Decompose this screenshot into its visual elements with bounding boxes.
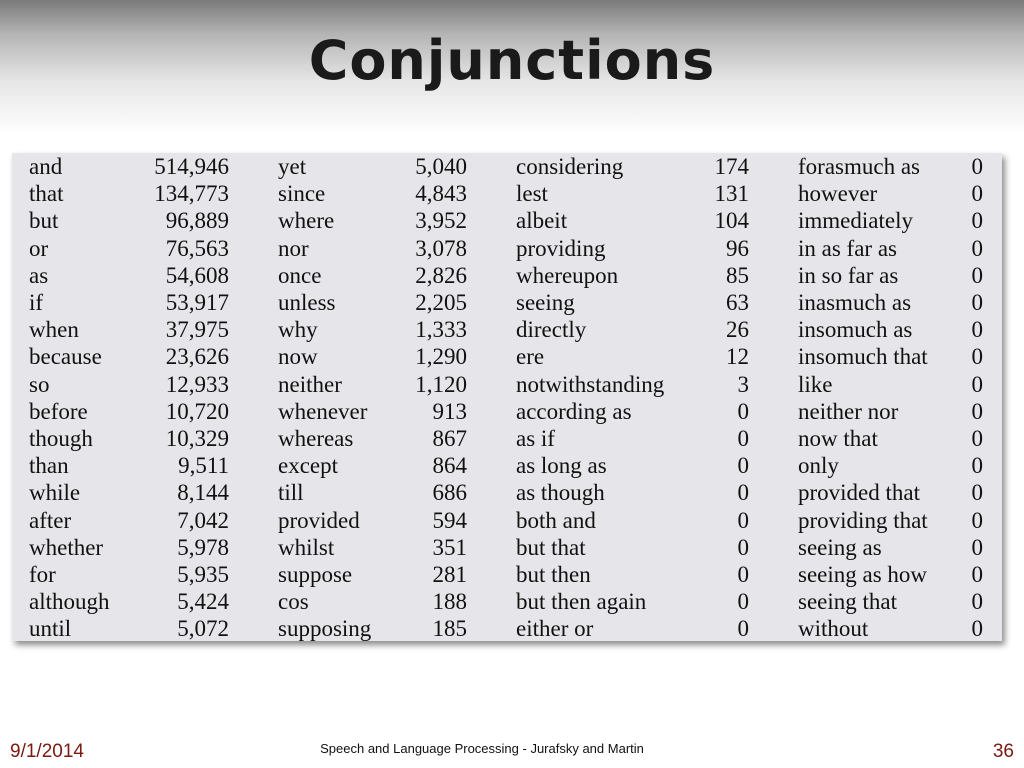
conjunction-word: inasmuch as [798,290,912,315]
conjunction-count: 1,120 [415,371,467,397]
conjunction-word: or [29,235,49,261]
conjunction-word: without [798,616,869,642]
table-row [278,588,467,615]
conjunction-count: 7,042 [177,507,229,533]
conjunction-word: lest [516,181,548,207]
conjunction-word: as if [516,426,555,451]
table-row [29,615,229,642]
conjunction-count: 913 [432,398,467,424]
conjunction-word: if [29,290,44,315]
table-row [29,479,229,506]
conjunction-word: only [798,453,839,479]
conjunction-word: both and [516,507,596,533]
conjunction-word: insomuch as [798,317,913,343]
conjunction-word: insomuch that [798,344,928,370]
conjunction-count: 686 [432,480,467,506]
conjunction-count: 9,511 [178,453,229,479]
conjunction-count: 0 [971,344,983,370]
conjunction-count: 5,978 [177,534,229,560]
page-number: 36 [992,741,1014,762]
conjunction-count: 23,626 [165,344,229,370]
conjunction-count: 0 [971,534,983,560]
conjunction-count: 0 [971,589,983,615]
conjunction-word: however [798,181,878,207]
table-row [798,615,983,642]
table-row [29,316,229,343]
conjunction-count: 0 [971,371,983,397]
conjunction-word: considering [516,154,624,179]
table-row [278,425,467,452]
conjunction-count: 2,205 [415,290,467,315]
conjunction-count: 0 [971,562,983,587]
conjunction-count: 864 [432,453,467,479]
conjunction-word: nor [278,235,309,261]
conjunction-word: while [29,480,81,506]
table-row [516,207,749,234]
table-row [29,425,229,452]
conjunction-word: directly [516,317,587,343]
table-row [516,180,749,207]
conjunction-count: 0 [971,262,983,288]
conjunction-word: neither [278,371,342,397]
table-row [516,343,749,370]
conjunction-count: 96 [726,235,749,261]
table-row [29,588,229,615]
table-row [516,235,749,262]
conjunction-word: whereupon [516,262,619,288]
conjunction-word: as [29,262,49,288]
conjunction-word: suppose [278,562,353,587]
table-row [278,343,467,370]
conjunction-count: 351 [432,534,467,560]
conjunction-word: now that [798,426,878,451]
conjunction-count: 96,889 [165,208,229,234]
table-row [29,371,229,398]
conjunction-word: but that [516,534,586,560]
conjunction-count: 0 [971,208,983,234]
conjunction-count: 594 [432,507,467,533]
conjunction-word: when [29,317,79,343]
table-row [278,180,467,207]
table-row [278,153,467,180]
table-row [798,316,983,343]
conjunction-word: either or [516,616,594,642]
conjunction-count: 174 [714,154,749,179]
conjunction-word: as though [516,480,605,506]
table-row [29,561,229,588]
conjunction-word: ere [516,344,545,370]
table-row [29,235,229,262]
conjunction-count: 12 [726,344,749,370]
conjunction-word: after [29,507,72,533]
conjunction-count: 10,329 [165,426,229,451]
conjunction-word: according as [516,398,632,424]
conjunction-count: 0 [971,290,983,315]
table-row [798,588,983,615]
table-row [516,289,749,316]
table-row [798,207,983,234]
table-row [29,207,229,234]
conjunction-word: seeing [516,290,575,315]
table-row [278,235,467,262]
table-row [278,615,467,642]
conjunction-word: providing that [798,507,928,533]
table-row [29,507,229,534]
conjunction-count: 0 [737,426,749,451]
table-row [278,289,467,316]
conjunction-count: 26 [726,317,749,343]
conjunction-count: 3 [737,371,749,397]
conjunction-count: 3,952 [415,208,467,234]
table-row [798,425,983,452]
table-row [798,398,983,425]
conjunction-count: 63 [726,290,749,315]
conjunction-word: whether [29,534,104,560]
conjunction-count: 0 [971,480,983,506]
conjunction-count: 0 [971,154,983,179]
conjunction-count: 185 [432,616,467,642]
conjunction-word: why [278,317,318,343]
conjunction-count: 5,935 [177,562,229,587]
table-row [278,316,467,343]
table-row [798,180,983,207]
table-row [278,452,467,479]
conjunction-count: 0 [971,453,983,479]
conjunction-count: 0 [737,562,749,587]
conjunction-word: seeing that [798,589,897,615]
conjunction-count: 0 [737,507,749,533]
conjunction-count: 54,608 [165,262,229,288]
conjunction-count: 134,773 [154,181,229,207]
conjunction-word: but [29,208,59,234]
table-row [516,316,749,343]
conjunction-count: 0 [971,398,983,424]
table-row [29,289,229,316]
conjunction-word: in as far as [798,235,897,261]
table-row [29,180,229,207]
conjunction-count: 0 [737,398,749,424]
conjunction-count: 3,078 [415,235,467,261]
table-row [798,262,983,289]
conjunction-count: 131 [714,181,749,207]
conjunction-count: 8,144 [177,480,229,506]
table-row [516,615,749,642]
table-row [798,479,983,506]
conjunction-count: 5,424 [177,589,229,615]
conjunction-word: provided [278,507,360,533]
table-row [278,371,467,398]
table-row [798,289,983,316]
conjunction-word: as long as [516,453,607,479]
conjunction-word: albeit [516,208,568,234]
table-row [29,452,229,479]
table-row [798,561,983,588]
table-row [278,398,467,425]
conjunction-word: for [29,562,56,587]
table-row [516,371,749,398]
conjunction-word: cos [278,589,309,615]
conjunction-count: 85 [726,262,749,288]
table-row [278,207,467,234]
conjunction-word: whereas [278,426,354,451]
table-row [798,343,983,370]
conjunction-word: yet [278,154,307,179]
conjunction-word: but then [516,562,591,587]
conjunction-word: whenever [278,398,368,424]
table-row [516,479,749,506]
table-row [516,398,749,425]
conjunction-word: that [29,181,64,207]
conjunction-word: before [29,398,88,424]
conjunction-word: seeing as how [798,562,928,587]
conjunction-count: 76,563 [165,235,229,261]
table-row [798,534,983,561]
table-row [29,153,229,180]
table-row [29,262,229,289]
conjunction-word: where [278,208,335,234]
conjunction-count: 0 [737,534,749,560]
conjunction-count: 104 [714,208,749,234]
table-row [278,561,467,588]
conjunction-count: 0 [737,453,749,479]
conjunction-word: notwithstanding [516,371,665,397]
conjunction-word: unless [278,290,336,315]
conjunction-count: 0 [737,616,749,642]
conjunction-count: 1,290 [415,344,467,370]
conjunction-word: forasmuch as [798,154,920,179]
conjunction-word: but then again [516,589,647,615]
table-row [29,343,229,370]
table-row [278,262,467,289]
conjunction-count: 281 [432,562,467,587]
conjunction-word: than [29,453,69,479]
table-row [516,262,749,289]
table-row [516,561,749,588]
conjunction-word: neither nor [798,398,899,424]
conjunctions-table [12,153,1002,641]
conjunction-word: whilst [278,534,335,560]
conjunction-word: like [798,371,833,397]
table-row [798,153,983,180]
conjunction-count: 867 [432,426,467,451]
conjunction-word: because [29,344,102,370]
slide-title: Conjunctions [308,29,716,92]
conjunction-word: so [29,371,50,397]
conjunction-word: supposing [278,616,372,642]
table-row [278,534,467,561]
table-row [278,479,467,506]
conjunction-count: 0 [737,589,749,615]
table-row [516,153,749,180]
conjunction-word: until [29,616,72,642]
conjunction-word: providing [516,235,606,261]
conjunction-count: 188 [432,589,467,615]
table-row [278,507,467,534]
conjunction-word: immediately [798,208,913,234]
conjunction-count: 0 [971,426,983,451]
table-row [516,588,749,615]
footer-credit: Speech and Language Processing - Jurafsky and Martin [320,741,644,756]
table-row [29,534,229,561]
conjunction-count: 0 [971,235,983,261]
conjunction-count: 53,917 [165,290,229,315]
conjunction-count: 0 [971,616,983,642]
conjunction-count: 514,946 [154,154,229,179]
conjunction-count: 4,843 [415,181,467,207]
conjunction-word: now [278,344,318,370]
table-row [798,507,983,534]
table-row [516,534,749,561]
conjunction-count: 2,826 [415,262,467,288]
table-row [798,371,983,398]
table-row [516,507,749,534]
conjunction-word: seeing as [798,534,882,560]
conjunction-word: although [29,589,110,615]
conjunction-count: 10,720 [165,398,229,424]
table-row [798,452,983,479]
conjunction-count: 0 [971,181,983,207]
table-row [516,425,749,452]
conjunction-count: 12,933 [165,371,229,397]
table-row [29,398,229,425]
conjunction-word: since [278,181,326,207]
conjunction-word: though [29,426,93,451]
conjunction-word: provided that [798,480,920,506]
conjunction-count: 37,975 [165,317,229,343]
table-row [516,452,749,479]
conjunction-word: in so far as [798,262,899,288]
conjunction-count: 5,040 [415,154,467,179]
table-row [798,235,983,262]
conjunction-count: 0 [971,317,983,343]
conjunction-word: except [278,453,339,479]
conjunction-count: 0 [737,480,749,506]
conjunction-count: 0 [971,507,983,533]
conjunction-count: 1,333 [415,317,467,343]
footer-date: 9/1/2014 [10,741,84,762]
conjunction-count: 5,072 [177,616,229,642]
conjunction-word: and [29,154,63,179]
conjunction-word: once [278,262,322,288]
conjunction-word: till [278,480,304,506]
